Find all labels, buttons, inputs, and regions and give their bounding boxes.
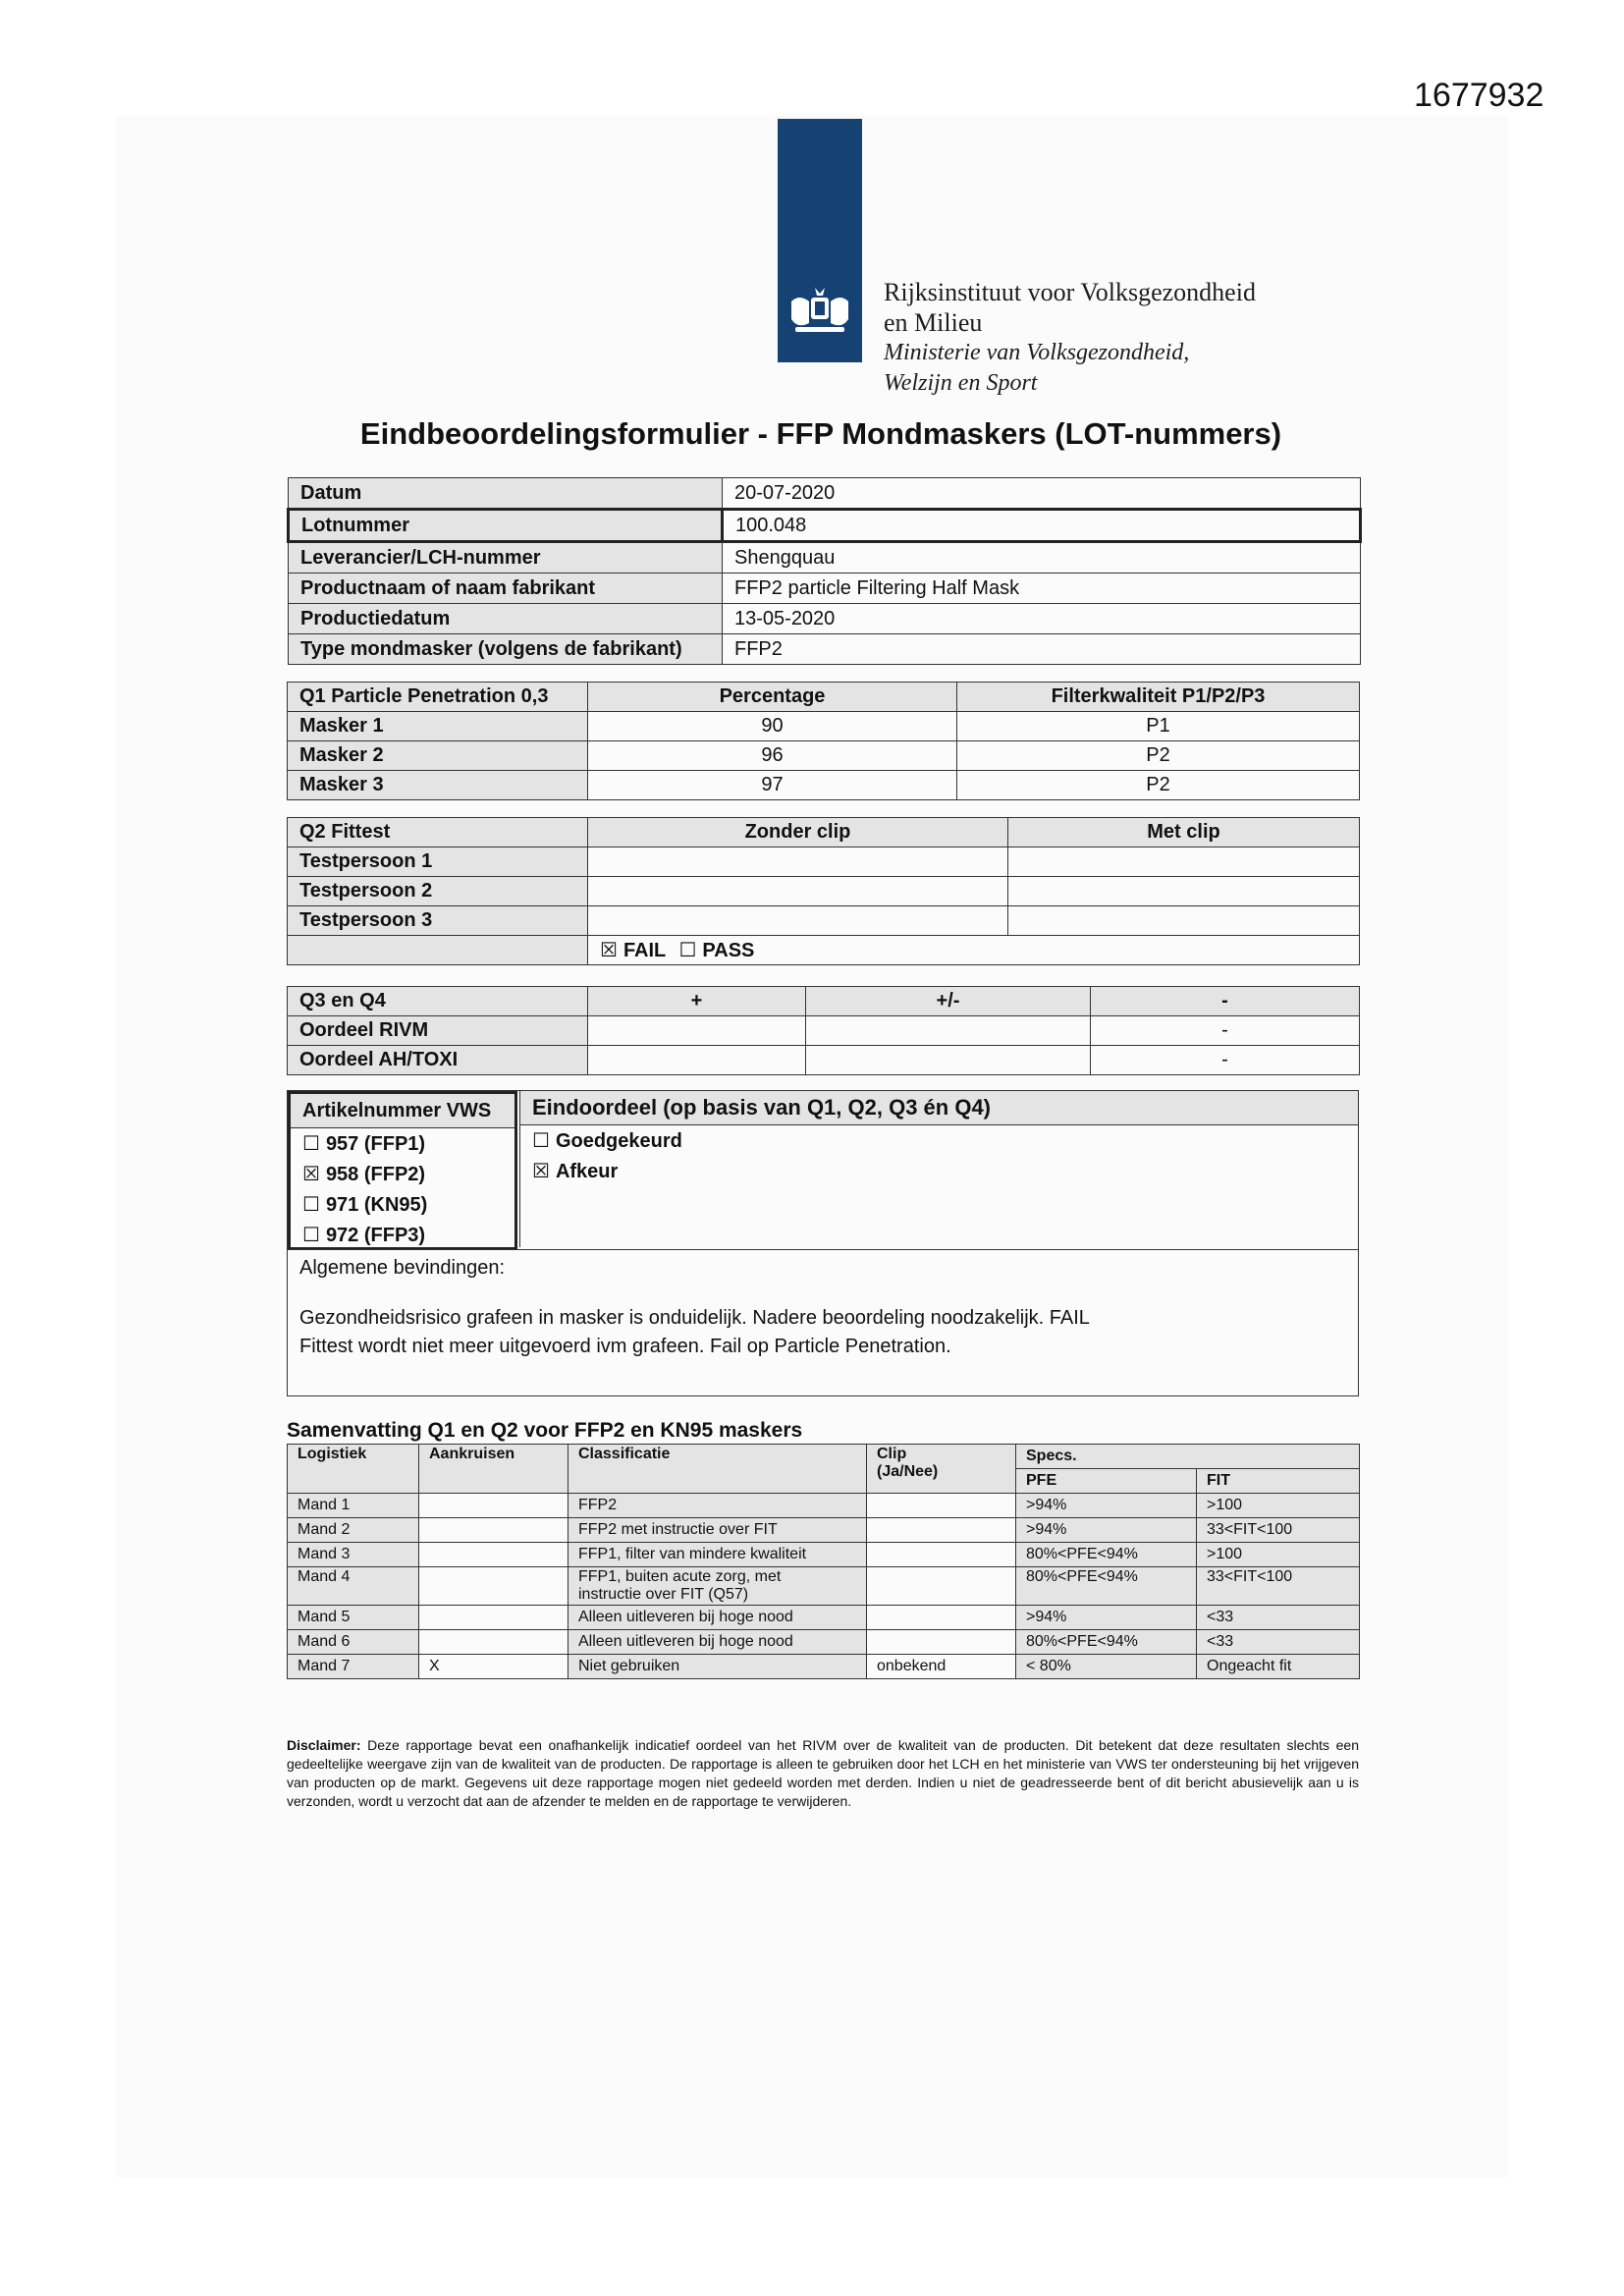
clip-cell [867, 1630, 1016, 1655]
q34-header: - [1091, 987, 1360, 1016]
q34-plus-cell [588, 1046, 806, 1075]
q2-zonder-clip-cell [588, 877, 1008, 906]
checkbox-unchecked-icon[interactable]: ☐ [532, 1128, 550, 1152]
table-row [288, 1494, 1360, 1518]
bevindingen-line-1: Gezondheidsrisico grafeen in masker is onduidelijk. Nadere beoordeling noodzakelijk. FAIL [299, 1307, 1090, 1329]
mand-cell: Mand 4 [288, 1567, 419, 1606]
disclaimer [287, 1736, 1359, 1811]
q2-header: Q2 Fittest [288, 818, 588, 847]
clip-cell [867, 1518, 1016, 1543]
classificatie-line-1: FFP1, buiten acute zorg, met [578, 1568, 782, 1585]
q34-row-label: Oordeel RIVM [288, 1016, 588, 1046]
organisation-name [884, 277, 1256, 399]
org-line-1: Rijksinstituut voor Volksgezondheid [884, 278, 1256, 306]
q1-percentage: 90 [588, 712, 957, 741]
checkbox-checked-icon[interactable]: ☒ [600, 938, 618, 961]
disclaimer-text: Deze rapportage bevat een onafhankelijk indicatief oordeel van het RIVM over de kwaliteit van de producten. Dit betekent dat deze resultaten slechts een gedeeltelijke weergave zijn van de kwaliteit van de producten. De rapportage is alleen te gebruiken door het LCH en het ministerie van VWS ter ondersteuning bij het vrijgeven van producten op de markt. Gegevens uit deze rapportage mogen niet gedeeld worden met derden. Indien u niet de geadresseerde bent of dit bericht abusievelijk aan u is verzonden, wordt u verzocht dat aan de afzender te melden en de rapportage te verwijderen. [287, 1737, 1360, 1809]
classificatie-cell: Alleen uitleveren bij hoge nood [568, 1630, 867, 1655]
table-row [288, 1567, 1360, 1606]
table-row [288, 936, 1360, 965]
q2-fittest-table [287, 817, 1360, 965]
info-row [289, 542, 1361, 574]
artikel-label: 958 (FFP2) [325, 1164, 426, 1185]
table-row [288, 712, 1360, 741]
q34-plus-cell [588, 1016, 806, 1046]
artikel-item[interactable] [291, 1189, 514, 1220]
q2-result-label-cell [288, 936, 588, 965]
clip-sublabel: (Ja/Nee) [877, 1463, 939, 1480]
artikel-label: 957 (FFP1) [325, 1133, 426, 1155]
org-line-3: Ministerie van Volksgezondheid, [884, 340, 1190, 365]
samenvatting-title: Samenvatting Q1 en Q2 voor FFP2 en KN95 maskers [287, 1419, 803, 1442]
header-specs: Specs. [1016, 1445, 1360, 1469]
eindoordeel-options [519, 1125, 1358, 1247]
bevindingen-label: Algemene bevindingen: [299, 1257, 506, 1279]
info-row [289, 634, 1361, 665]
info-label: Type mondmasker (volgens de fabrikant) [289, 634, 723, 665]
table-row [288, 1046, 1360, 1075]
q34-row-label: Oordeel AH/TOXI [288, 1046, 588, 1075]
checkbox-unchecked-icon[interactable]: ☐ [302, 1192, 320, 1216]
info-row [289, 574, 1361, 604]
table-header-row [288, 818, 1360, 847]
info-row [289, 510, 1361, 542]
table-header-row [288, 987, 1360, 1016]
q2-header: Zonder clip [588, 818, 1008, 847]
classificatie-cell [568, 1567, 867, 1606]
classificatie-cell: FFP2 [568, 1494, 867, 1518]
artikel-label: 972 (FFP3) [325, 1225, 426, 1246]
clip-cell [867, 1567, 1016, 1606]
mand-cell: Mand 7 [288, 1655, 419, 1679]
artikelnummer-box [288, 1091, 517, 1250]
rijksoverheid-logo [778, 119, 862, 362]
checkbox-checked-icon[interactable]: ☒ [532, 1159, 550, 1182]
table-header-row [288, 683, 1360, 712]
info-value: FFP2 particle Filtering Half Mask [723, 574, 1361, 604]
disclaimer-label: Disclaimer: [287, 1737, 361, 1753]
pfe-cell: 80%<PFE<94% [1016, 1630, 1197, 1655]
artikel-item[interactable] [291, 1159, 514, 1189]
header-aankruisen: Aankruisen [419, 1445, 568, 1494]
product-info-table [287, 477, 1362, 665]
info-value: Shengquau [723, 542, 1361, 574]
info-value: FFP2 [723, 634, 1361, 665]
q2-met-clip-cell [1008, 877, 1360, 906]
fit-cell: >100 [1197, 1543, 1360, 1567]
bevindingen-line-2: Fittest wordt niet meer uitgevoerd ivm grafeen. Fail op Particle Penetration. [299, 1336, 951, 1357]
mand-cell: Mand 2 [288, 1518, 419, 1543]
q1-header: Q1 Particle Penetration 0,3 [288, 683, 588, 712]
q1-filter-quality: P1 [957, 712, 1360, 741]
artikel-item[interactable] [291, 1128, 514, 1159]
table-row [288, 906, 1360, 936]
checkbox-unchecked-icon[interactable]: ☐ [302, 1223, 320, 1246]
q2-row-label: Testpersoon 3 [288, 906, 588, 936]
afkeur-label: Afkeur [555, 1161, 619, 1182]
goedgekeurd-option[interactable] [532, 1125, 1358, 1156]
mand-cell: Mand 1 [288, 1494, 419, 1518]
document-id: 1677932 [1414, 77, 1544, 114]
q1-percentage: 96 [588, 741, 957, 771]
fit-cell: Ongeacht fit [1197, 1655, 1360, 1679]
q1-row-label: Masker 2 [288, 741, 588, 771]
artikel-label: 971 (KN95) [325, 1194, 428, 1216]
q2-zonder-clip-cell [588, 906, 1008, 936]
header-pfe: PFE [1016, 1469, 1197, 1494]
eindoordeel-section [287, 1090, 1359, 1396]
samenvatting-table [287, 1444, 1360, 1679]
aankruisen-cell [419, 1543, 568, 1567]
fail-label: FAIL [623, 940, 666, 961]
fit-cell: <33 [1197, 1630, 1360, 1655]
q1-row-label: Masker 3 [288, 771, 588, 800]
classificatie-cell: Alleen uitleveren bij hoge nood [568, 1606, 867, 1630]
eindoordeel-header: Eindoordeel (op basis van Q1, Q2, Q3 én Q4) [519, 1091, 1358, 1125]
aankruisen-cell [419, 1606, 568, 1630]
artikel-item[interactable] [291, 1220, 514, 1250]
info-row [289, 604, 1361, 634]
form-title: Eindbeoordelingsformulier - FFP Mondmaskers (LOT-nummers) [359, 416, 1282, 451]
pfe-cell: >94% [1016, 1606, 1197, 1630]
classificatie-line-2: instructie over FIT (Q57) [578, 1586, 749, 1603]
table-row [288, 771, 1360, 800]
table-header-row [288, 1445, 1360, 1469]
pass-label: PASS [702, 940, 755, 961]
pfe-cell: 80%<PFE<94% [1016, 1543, 1197, 1567]
fit-cell: <33 [1197, 1606, 1360, 1630]
q2-met-clip-cell [1008, 847, 1360, 877]
aankruisen-cell [419, 1518, 568, 1543]
info-value: 100.048 [723, 510, 1361, 542]
checkbox-unchecked-icon[interactable]: ☐ [302, 1131, 320, 1155]
q34-header: +/- [806, 987, 1091, 1016]
q1-percentage: 97 [588, 771, 957, 800]
table-row [288, 1655, 1360, 1679]
table-row [288, 1518, 1360, 1543]
mand-cell: Mand 3 [288, 1543, 419, 1567]
artikelnummer-header: Artikelnummer VWS [291, 1094, 514, 1128]
clip-cell: onbekend [867, 1655, 1016, 1679]
table-row [288, 877, 1360, 906]
mand-cell: Mand 5 [288, 1606, 419, 1630]
q3-q4-table [287, 986, 1360, 1075]
table-row [288, 741, 1360, 771]
org-line-2: en Milieu [884, 308, 983, 337]
aankruisen-cell: X [419, 1655, 568, 1679]
divider [288, 1249, 1358, 1250]
header-fit: FIT [1197, 1469, 1360, 1494]
classificatie-cell: Niet gebruiken [568, 1655, 867, 1679]
fit-cell: 33<FIT<100 [1197, 1567, 1360, 1606]
q2-met-clip-cell [1008, 906, 1360, 936]
q34-header: Q3 en Q4 [288, 987, 588, 1016]
fit-cell: 33<FIT<100 [1197, 1518, 1360, 1543]
info-label: Productnaam of naam fabrikant [289, 574, 723, 604]
q2-header: Met clip [1008, 818, 1360, 847]
afkeur-option[interactable] [532, 1156, 1358, 1186]
clip-cell [867, 1494, 1016, 1518]
q34-minus-cell: - [1091, 1016, 1360, 1046]
info-label: Datum [289, 478, 723, 510]
info-label: Productiedatum [289, 604, 723, 634]
aankruisen-cell [419, 1567, 568, 1606]
q34-minus-cell: - [1091, 1046, 1360, 1075]
q34-plusminus-cell [806, 1016, 1091, 1046]
q1-particle-penetration-table [287, 682, 1360, 800]
table-row [288, 1543, 1360, 1567]
info-row [289, 478, 1361, 510]
checkbox-unchecked-icon[interactable]: ☐ [678, 938, 697, 961]
info-value: 13-05-2020 [723, 604, 1361, 634]
q1-header: Percentage [588, 683, 957, 712]
fit-cell: >100 [1197, 1494, 1360, 1518]
info-label: Leverancier/LCH-nummer [289, 542, 723, 574]
q1-header: Filterkwaliteit P1/P2/P3 [957, 683, 1360, 712]
header-classificatie: Classificatie [568, 1445, 867, 1494]
q1-filter-quality: P2 [957, 741, 1360, 771]
q2-zonder-clip-cell [588, 847, 1008, 877]
header-clip [867, 1445, 1016, 1494]
info-value: 20-07-2020 [723, 478, 1361, 510]
clip-cell [867, 1543, 1016, 1567]
aankruisen-cell [419, 1630, 568, 1655]
pfe-cell: 80%<PFE<94% [1016, 1567, 1197, 1606]
q34-header: + [588, 987, 806, 1016]
pfe-cell: >94% [1016, 1518, 1197, 1543]
q2-row-label: Testpersoon 2 [288, 877, 588, 906]
info-label: Lotnummer [289, 510, 723, 542]
algemene-bevindingen [299, 1254, 1090, 1361]
table-row [288, 1016, 1360, 1046]
table-row [288, 847, 1360, 877]
checkbox-checked-icon[interactable]: ☒ [302, 1162, 320, 1185]
header-logistiek: Logistiek [288, 1445, 419, 1494]
q1-row-label: Masker 1 [288, 712, 588, 741]
classificatie-cell: FFP2 met instructie over FIT [568, 1518, 867, 1543]
q1-filter-quality: P2 [957, 771, 1360, 800]
q2-row-label: Testpersoon 1 [288, 847, 588, 877]
aankruisen-cell [419, 1494, 568, 1518]
table-row [288, 1606, 1360, 1630]
org-line-4: Welzijn en Sport [884, 370, 1038, 396]
goedgekeurd-label: Goedgekeurd [555, 1130, 682, 1152]
clip-cell [867, 1606, 1016, 1630]
pfe-cell: >94% [1016, 1494, 1197, 1518]
coat-of-arms-icon [785, 284, 854, 343]
table-row [288, 1630, 1360, 1655]
pfe-cell: < 80% [1016, 1655, 1197, 1679]
q2-result-cell [588, 936, 1360, 965]
q34-plusminus-cell [806, 1046, 1091, 1075]
classificatie-cell: FFP1, filter van mindere kwaliteit [568, 1543, 867, 1567]
mand-cell: Mand 6 [288, 1630, 419, 1655]
clip-label: Clip [877, 1446, 907, 1462]
